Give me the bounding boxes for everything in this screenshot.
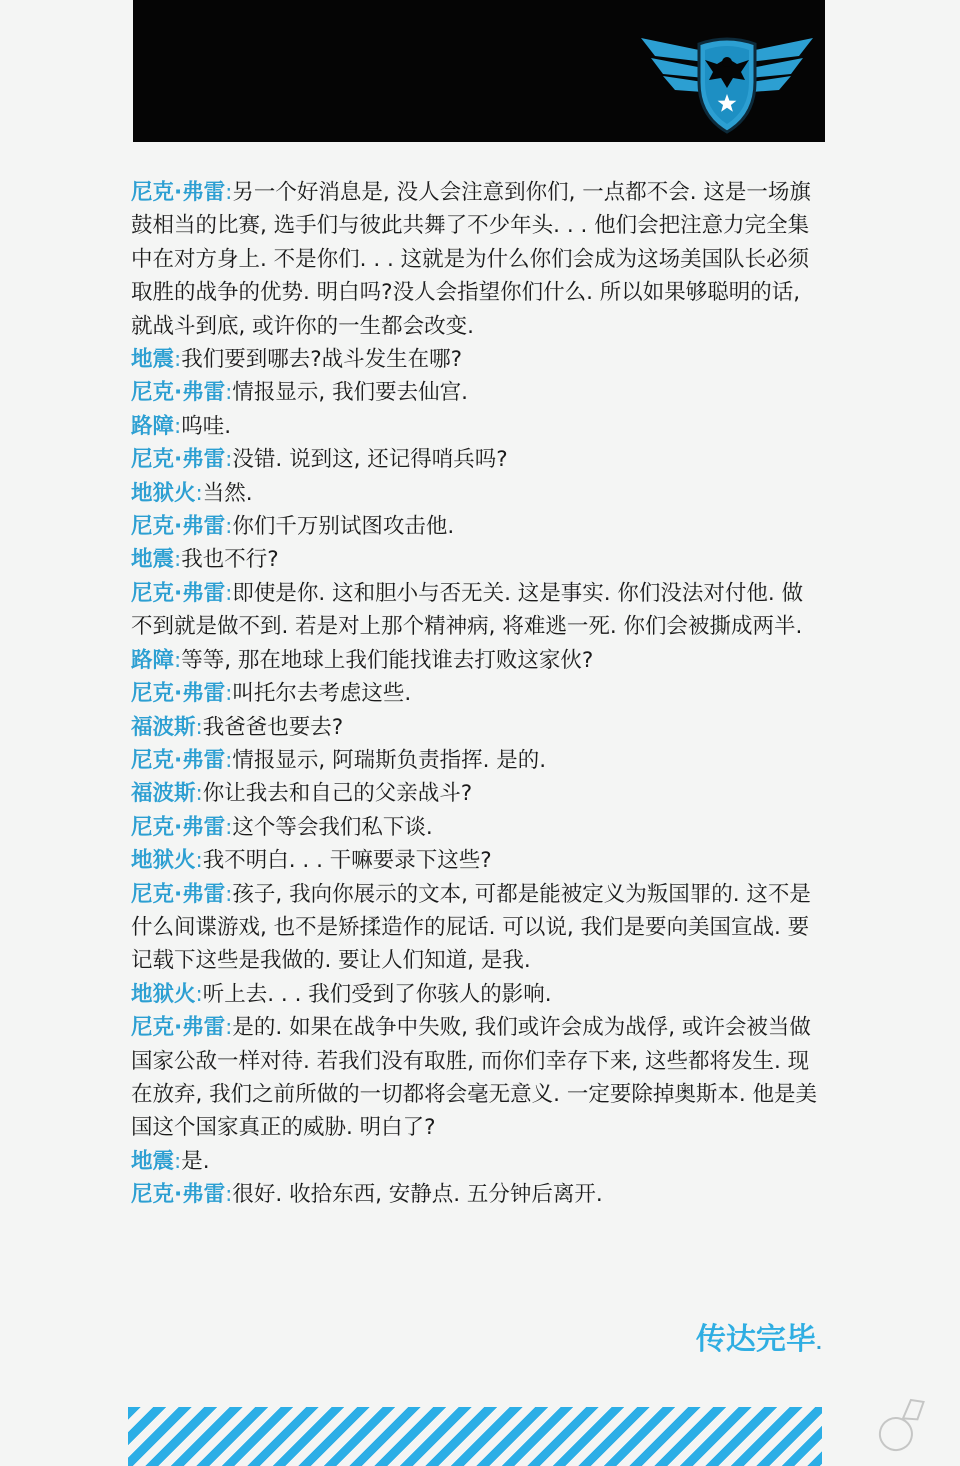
transcript-line (131, 1011, 821, 1145)
speaker-separator: : (195, 480, 203, 506)
speaker-name: 尼克·弗雷 (131, 580, 226, 606)
speaker-separator: : (195, 981, 203, 1007)
speaker-separator: : (195, 848, 203, 874)
speaker-name: 尼克·弗雷 (131, 747, 226, 773)
transcript-line (131, 744, 821, 777)
transcript-line (131, 844, 821, 877)
end-mark-dot: . (815, 1334, 822, 1353)
transcript-line (131, 777, 821, 810)
dialogue-text: 另一个好消息是, 没人会注意到你们, 一点都不会. 这是一场旗鼓相当的比赛, 选手们与彼此共舞了不少年头. . . 他们会把注意力完全集中在对方身上. 不是你们. . . 这就是为什么你们会成为这场美国队长必须取胜的战争的优势. 明白吗?没人会指望你们什么. 所以如果够聪明的话, 就战斗到底, 或许你的一生都会改变. (131, 180, 811, 339)
speaker-separator: : (225, 380, 233, 406)
speaker-name: 尼克·弗雷 (131, 881, 226, 907)
transcript-line (131, 978, 821, 1011)
transcript-line (131, 1145, 821, 1178)
speaker-separator: : (225, 580, 233, 606)
diagonal-stripe-band (128, 1407, 822, 1466)
speaker-name: 尼克·弗雷 (131, 1182, 226, 1208)
speaker-name: 尼克·弗雷 (131, 681, 226, 707)
dialogue-text: 我也不行? (181, 547, 279, 573)
dialogue-text: 这个等会我们私下谈. (232, 814, 433, 840)
speaker-separator: : (174, 1148, 182, 1174)
transcript-line (131, 878, 821, 978)
speaker-name: 地狱火 (131, 480, 196, 506)
transcript-line (131, 510, 821, 543)
speaker-separator: : (225, 514, 233, 540)
dialogue-text: 你们千万别试图攻击他. (232, 514, 455, 540)
transcript-line (131, 711, 821, 744)
speaker-name: 地狱火 (131, 981, 196, 1007)
transcript-line (131, 343, 821, 376)
transcript-line (131, 677, 821, 710)
speaker-name: 地震 (131, 347, 175, 373)
speaker-name: 尼克·弗雷 (131, 180, 226, 205)
transcript-line (131, 176, 821, 343)
transmission-end-mark (696, 1314, 822, 1358)
transcript (131, 176, 821, 1212)
transcript-line (131, 811, 821, 844)
speaker-separator: : (225, 180, 233, 205)
dialogue-text: 孩子, 我向你展示的文本, 可都是能被定义为叛国罪的. 这不是什么间谍游戏, 也不是矫揉造作的屁话. 可以说, 我们是要向美国宣战. 要记载下这些是我做的. 要让人们知道, 是我. (131, 881, 811, 974)
dialogue-text: 你让我去和自己的父亲战斗? (202, 781, 473, 807)
transcript-line (131, 477, 821, 510)
transcript-line (131, 644, 821, 677)
dialogue-text: 是. (181, 1148, 210, 1174)
speaker-name: 地震 (131, 547, 175, 573)
transcript-line (131, 443, 821, 476)
speaker-separator: : (225, 881, 233, 907)
transcript-line (131, 543, 821, 576)
speaker-separator: : (225, 814, 233, 840)
speaker-name: 尼克·弗雷 (131, 447, 226, 473)
speaker-name: 尼克·弗雷 (131, 380, 226, 406)
speaker-name: 福波斯 (131, 781, 196, 807)
speaker-name: 路障 (131, 647, 175, 673)
dialogue-text: 没错. 说到这, 还记得哨兵吗? (232, 447, 508, 473)
dialogue-text: 当然. (202, 480, 253, 506)
dialogue-text: 情报显示, 我们要去仙宫. (232, 380, 468, 406)
dialogue-text: 我爸爸也要去? (202, 714, 344, 740)
speaker-separator: : (174, 347, 182, 373)
speaker-name: 尼克·弗雷 (131, 514, 226, 540)
dialogue-text: 听上去. . . 我们受到了你骇人的影响. (202, 981, 552, 1007)
speaker-separator: : (225, 747, 233, 773)
speaker-separator: : (225, 447, 233, 473)
dialogue-text: 很好. 收拾东西, 安静点. 五分钟后离开. (232, 1182, 603, 1208)
transcript-line (131, 410, 821, 443)
speaker-name: 路障 (131, 413, 175, 439)
speaker-separator: : (195, 781, 203, 807)
speaker-separator: : (225, 1182, 233, 1208)
dialogue-text: 我不明白. . . 干嘛要录下这些? (202, 848, 492, 874)
transcript-line (131, 376, 821, 409)
speaker-separator: : (174, 647, 182, 673)
speaker-name: 地狱火 (131, 848, 196, 874)
dialogue-text: 我们要到哪去?战斗发生在哪? (181, 347, 463, 373)
dialogue-text: 呜哇. (181, 413, 232, 439)
speaker-name: 尼克·弗雷 (131, 814, 226, 840)
speaker-separator: : (174, 547, 182, 573)
speaker-name: 福波斯 (131, 714, 196, 740)
speaker-name: 地震 (131, 1148, 175, 1174)
speaker-separator: : (225, 681, 233, 707)
dm5-watermark-logo (860, 1386, 956, 1452)
speaker-name: 尼克·弗雷 (131, 1015, 226, 1041)
speaker-separator: : (174, 413, 182, 439)
speaker-separator: : (225, 1015, 233, 1041)
dialogue-text: 等等, 那在地球上我们能找谁去打败这家伙? (181, 647, 594, 673)
dialogue-text: 是的. 如果在战争中失败, 我们或许会成为战俘, 或许会被当做国家公敌一样对待. 若我们没有取胜, 而你们幸存下来, 这些都将发生. 现在放弃, 我们之前所做的一切都将会毫无意义. 一定要除掉奥斯本. 他是美国这个国家真正的威胁. 明白了? (131, 1015, 818, 1141)
transcript-line (131, 577, 821, 644)
winged-eagle-shield-icon (637, 24, 817, 134)
dialogue-text: 即使是你. 这和胆小与否无关. 这是事实. 你们没法对付他. 做不到就是做不到. 若是对上那个精神病, 将难逃一死. 你们会被撕成两半. (131, 580, 804, 640)
speaker-separator: : (195, 714, 203, 740)
end-mark-text: 传达完毕 (695, 1322, 816, 1357)
transcript-line (131, 1178, 821, 1211)
dialogue-text: 情报显示, 阿瑞斯负责指挥. 是的. (232, 747, 547, 773)
dialogue-text: 叫托尔去考虑这些. (232, 681, 412, 707)
